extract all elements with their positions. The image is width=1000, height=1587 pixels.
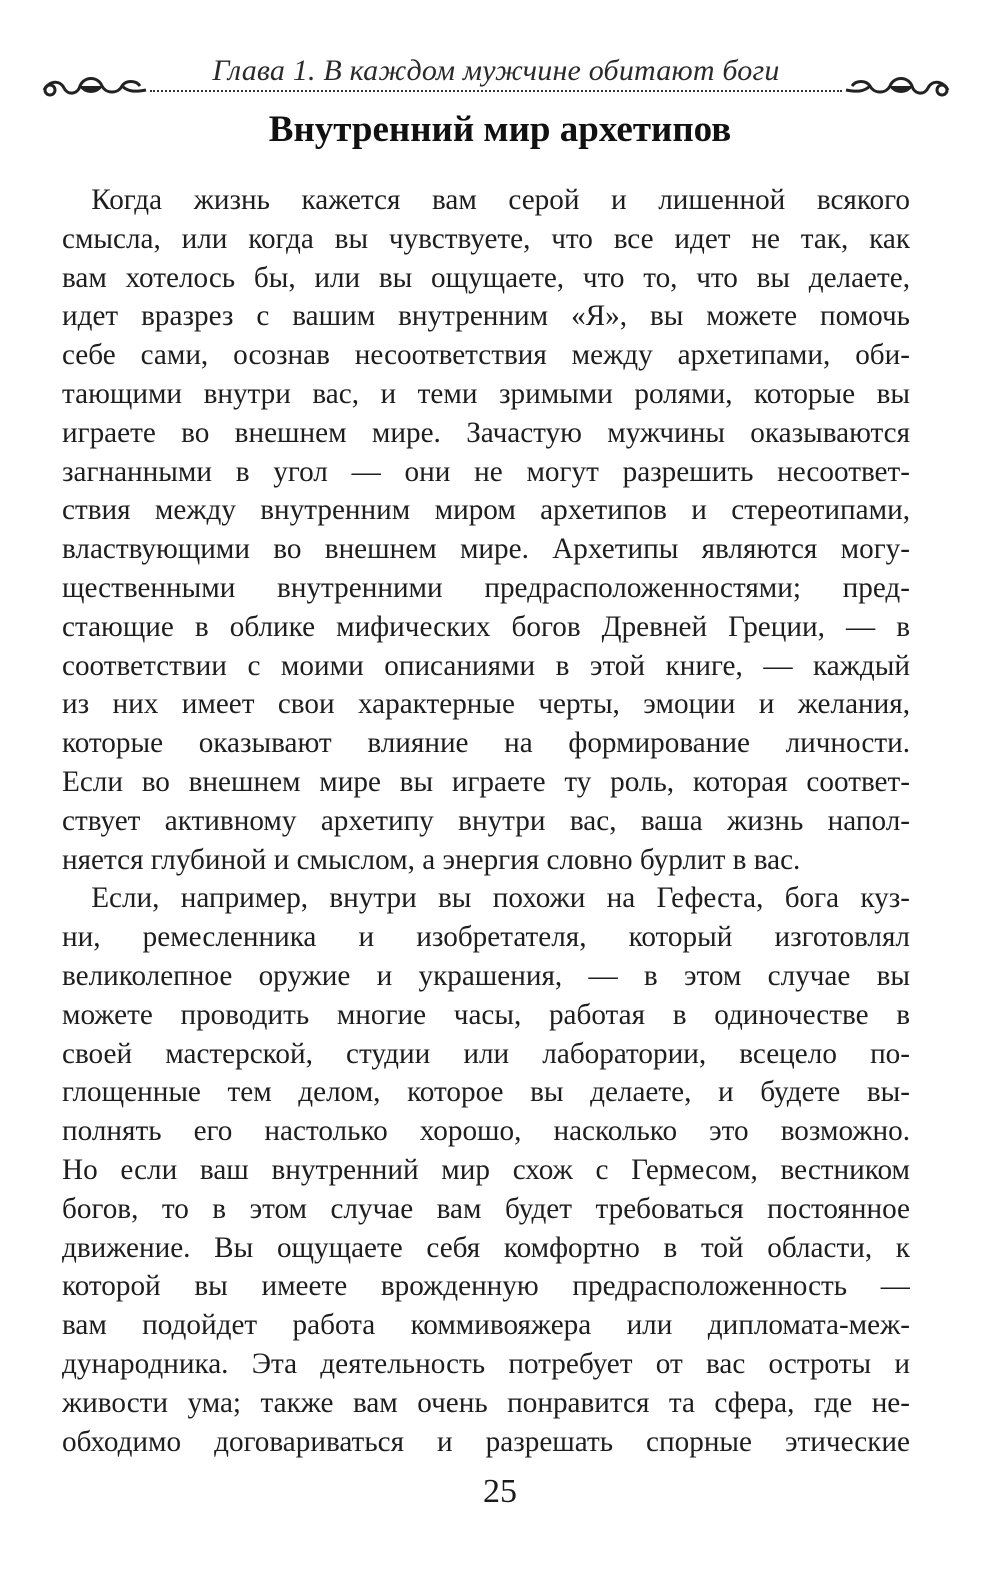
text-line: играете во внешнем мире. Зачастую мужчины оказываются [62, 416, 910, 449]
text-line: ни, ремесленника и изобретателя, который изготовлял [62, 921, 910, 954]
text-line: властвующими во внешнем мире. Архетипы являются могу- [62, 533, 910, 566]
text-line: соответствии с моими описаниями в этой книге, — каждый [62, 649, 910, 682]
text-line: живости ума; также вам очень понравится та сфера, где не- [62, 1386, 910, 1419]
text-line: из них имеет свои характерные черты, эмоции и желания, [62, 688, 910, 721]
text-line: которой вы имеете врожденную предрасположенность — [62, 1270, 910, 1303]
text-line: тающими внутри вас, и теми зримыми ролями, которые вы [62, 377, 910, 410]
text-line: великолепное оружие и украшения, — в этом случае вы [62, 959, 910, 992]
text-line: обходимо договариваться и разрешать спорные этические [62, 1425, 910, 1458]
text-line: щественными внутренними предрасположенностями; пред- [62, 571, 910, 604]
running-title: Глава 1. В каждом мужчине обитают боги [212, 54, 780, 87]
text-line: которые оказывают влияние на формирование личности. [62, 727, 910, 760]
section-title: Внутренний мир архетипов [268, 109, 732, 150]
running-header [40, 50, 952, 104]
body-text [62, 181, 910, 1461]
text-line: смысла, или когда вы чувствуете, что все идет не так, как [62, 222, 910, 255]
text-line: загнанными в угол — они не могут разрешить несоответ- [62, 455, 910, 488]
page-number: 25 [483, 1473, 517, 1510]
text-line: ствия между внутренним миром архетипов и стереотипами, [62, 494, 910, 527]
text-line: стающие в облике мифических богов Древней Греции, — в [62, 610, 910, 643]
text-line: себе сами, осознав несоответствия между архетипами, оби- [62, 339, 910, 372]
text-line: глощенные тем делом, которое вы делаете, и будете вы- [62, 1076, 910, 1109]
text-line: дународника. Эта деятельность потребует от вас остроты и [62, 1347, 910, 1380]
text-line: движение. Вы ощущаете себя комфортно в той области, к [62, 1231, 910, 1264]
text-line: Но если ваш внутренний мир схож с Гермесом, вестником [62, 1153, 910, 1186]
right-flourish-ornament-icon [842, 64, 952, 104]
text-line: вам хотелось бы, или вы ощущаете, что то, что вы делаете, [62, 261, 910, 294]
text-line: Когда жизнь кажется вам серой и лишенной всякого [62, 184, 910, 216]
text-line: полнять его настолько хорошо, насколько это возможно. [62, 1115, 910, 1148]
header-dotted-rule [150, 90, 842, 92]
text-line: няется глубиной и смыслом, а энергия словно бурлит в вас. [62, 843, 801, 876]
text-line: идет вразрез с вашим внутренним «Я», вы можете помочь [62, 300, 910, 333]
text-line: своей мастерской, студии или лаборатории, всецело по- [62, 1037, 910, 1070]
text-line: богов, то в этом случае вам будет требоваться постоянное [62, 1192, 910, 1225]
text-line: можете проводить многие часы, работая в одиночестве в [62, 998, 910, 1031]
text-line: Если во внешнем мире вы играете ту роль, которая соответ- [62, 765, 910, 798]
text-line: вам подойдет работа коммивояжера или дипломата-меж- [62, 1309, 910, 1342]
text-line: ствует активному архетипу внутри вас, ваша жизнь напол- [62, 804, 910, 837]
text-line: Если, например, внутри вы похожи на Гефеста, бога куз- [62, 882, 910, 915]
